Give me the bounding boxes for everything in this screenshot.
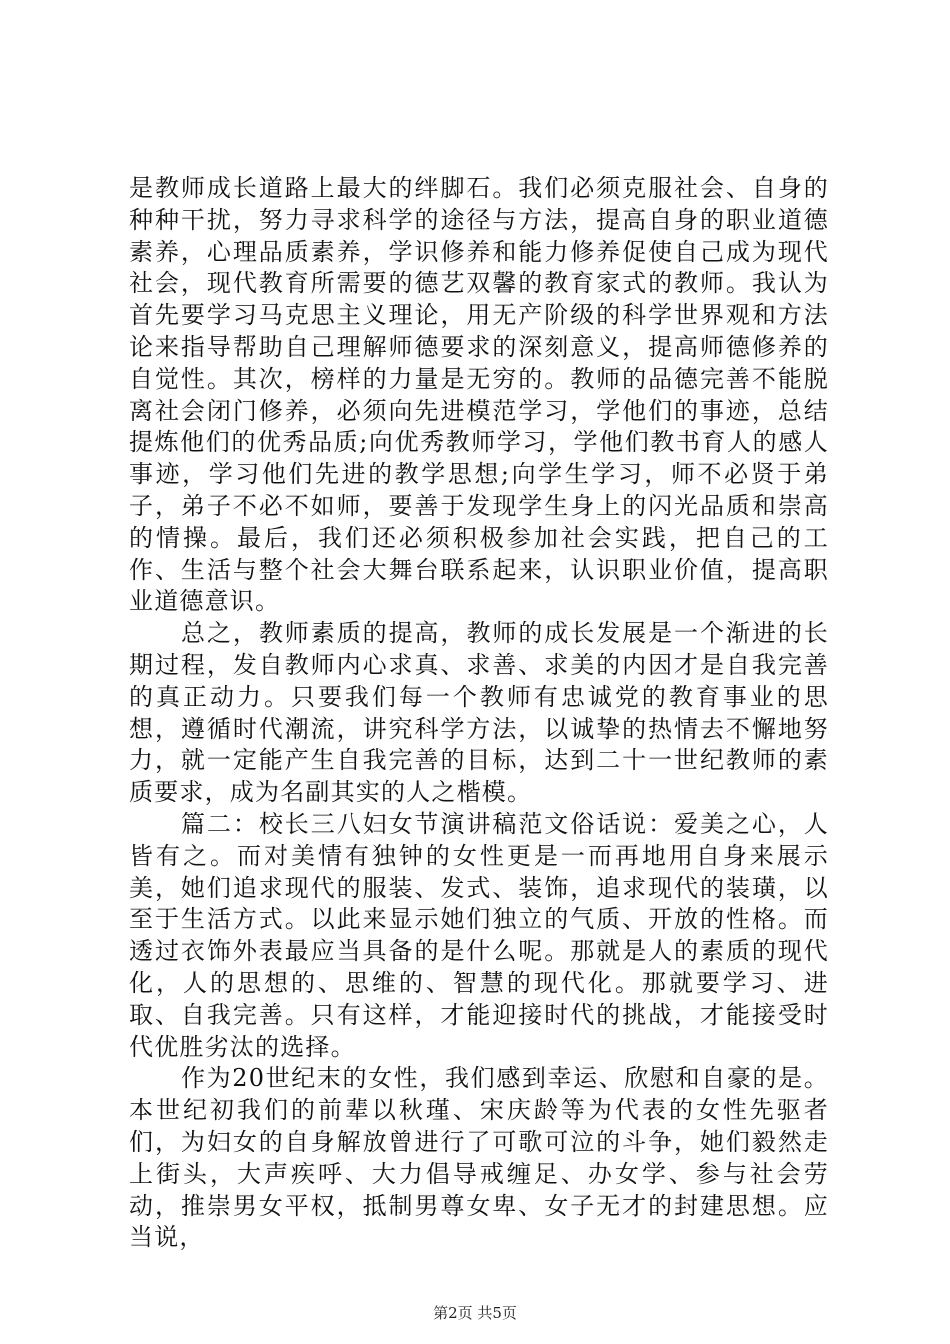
- page-number-footer: 第2页 共5页: [433, 1304, 517, 1322]
- body-paragraph: 作为20世纪末的女性，我们感到幸运、欣慰和自豪的是。本世纪初我们的前辈以秋瑾、宋庆龄等为代表的女性先驱者们，为妇女的自身解放曾进行了可歌可泣的斗争，她们毅然走上街头，大声疾呼、大力倡导戒缠足、办女学、参与社会劳动，推崇男女平权，抵制男尊女卑、女子无才的封建思想。应当说，: [129, 1064, 829, 1252]
- body-paragraph: 总之，教师素质的提高，教师的成长发展是一个渐进的长期过程，发自教师内心求真、求善、求美的内因才是自我完善的真正动力。只要我们每一个教师有忠诚党的教育事业的思想，遵循时代潮流，讲究科学方法，以诚挚的热情去不懈地努力，就一定能产生自我完善的目标，达到二十一世纪教师的素质要求，成为名副其实的人之楷模。: [129, 619, 829, 807]
- body-paragraph: 篇二：校长三八妇女节演讲稿范文俗话说：爱美之心，人皆有之。而对美情有独钟的女性更是一而再地用自身来展示美，她们追求现代的服装、发式、装饰，追求现代的装璜，以至于生活方式。以此来显示她们独立的气质、开放的性格。而透过衣饰外表最应当具备的是什么呢。那就是人的素质的现代化，人的思想的、思维的、智慧的现代化。那就要学习、进取、自我完善。只有这样，才能迎接时代的挑战，才能接受时代优胜劣汰的选择。: [129, 809, 829, 1061]
- body-paragraph: 是教师成长道路上最大的绊脚石。我们必须克服社会、自身的种种干扰，努力寻求科学的途径与方法，提高自身的职业道德素养，心理品质素养，学识修养和能力修养促使自己成为现代社会，现代教育所需要的德艺双馨的教育家式的教师。我认为首先要学习马克思主义理论，用无产阶级的科学世界观和方法论来指导帮助自己理解师德要求的深刻意义，提高师德修养的自觉性。其次，榜样的力量是无穷的。教师的品德完善不能脱离社会闭门修养，必须向先进模范学习，学他们的事迹，总结提炼他们的优秀品质;向优秀教师学习，学他们教书育人的感人事迹，学习他们先进的教学思想;向学生学习，师不必贤于弟子，弟子不必不如师，要善于发现学生身上的闪光品质和崇高的情操。最后，我们还必须积极参加社会实践，把自己的工作、生活与整个社会大舞台联系起来，认识职业价值，提高职业道德意识。: [129, 174, 829, 616]
- document-body: [129, 173, 829, 1254]
